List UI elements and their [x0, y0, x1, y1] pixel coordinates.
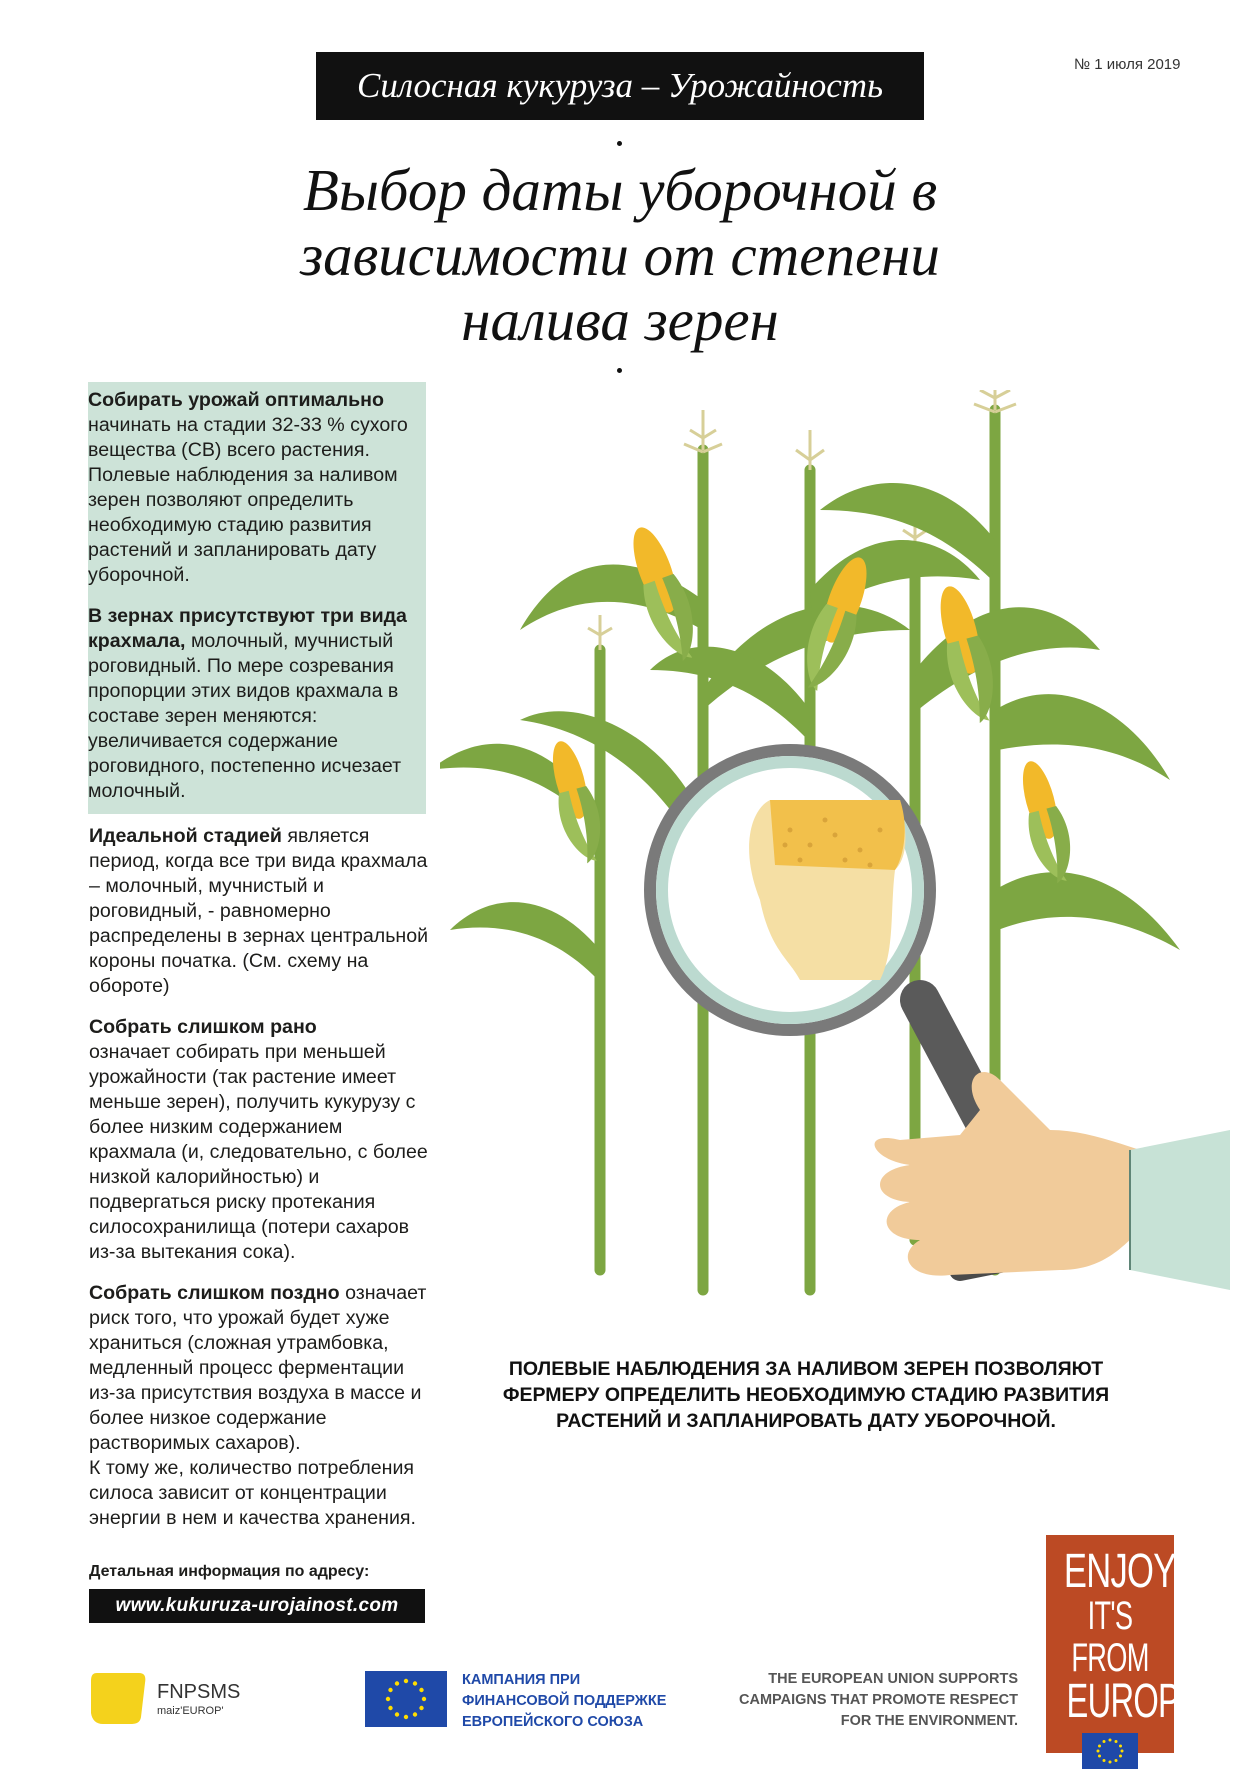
paragraph-text: начинать на стадии 32-33 % сухого вещества (СВ) всего растения. Полевые наблюдения за наливом зерен позволяют определить необходимую стадию развития растений и запланировать дату уборочной.: [88, 414, 408, 586]
paragraph-text: означает собирать при меньшей урожайности (так растение имеет меньше зерен), получить кукурузу с более низким содержанием крахмала (и, следовательно, с более низкой калорийностью) и подвергаться риску протекания силосохранилища (потери сахаров из-за вытекания сока).: [89, 1041, 428, 1263]
divider-dot: [617, 141, 622, 146]
title-line: Выбор даты уборочной в: [302, 157, 938, 223]
campaign-line: ЕВРОПЕЙСКОГО СОЮЗА: [462, 1714, 644, 1730]
caption-line: ФЕРМЕРУ ОПРЕДЕЛИТЬ НЕОБХОДИМУЮ СТАДИЮ РАЗВИТИЯ: [502, 1384, 1110, 1406]
support-line: THE EUROPEAN UNION SUPPORTS: [768, 1671, 1018, 1687]
eu-flag-icon: [1082, 1733, 1138, 1769]
title-line: зависимости от степени: [300, 222, 940, 288]
campaign-line: КАМПАНИЯ ПРИ: [462, 1672, 581, 1688]
paragraph-lead: Идеальной стадией: [89, 825, 282, 847]
enjoy-line: EUROPE: [1066, 1675, 1201, 1728]
website-link[interactable]: www.kukuruza-urojainost.com: [89, 1589, 425, 1623]
support-line: CAMPAIGNS THAT PROMOTE RESPECT: [739, 1692, 1018, 1708]
paragraph-starch: [88, 604, 420, 804]
paragraph-text: молочный, мучнистый роговидный. По мере созревания пропорции этих видов крахмала в составе зерен меняются: увеличивается содержание роговидного, постепенно исчезает молочный.: [88, 630, 402, 802]
paragraph-ideal: [89, 824, 434, 999]
section-banner: Силосная кукуруза – Урожайность: [316, 52, 924, 120]
paragraph-text: означает риск того, что урожай будет хуже храниться (сложная утрамбовка, медленный процесс ферментации из-за присутствия воздуха в массе и более низкое содержание растворимых сахаров).: [89, 1282, 427, 1454]
enjoy-europe-badge: [1046, 1535, 1201, 1753]
paragraph-optimal: [88, 388, 420, 588]
eu-flag-icon: [365, 1671, 447, 1727]
campaign-line: ФИНАНСОВОЙ ПОДДЕРЖКЕ: [462, 1693, 667, 1709]
paragraph-text: является период, когда все три вида крахмала – молочный, мучнистый и роговидный, - равномерно распределены в зернах центральной короны початка. (См. схему на обороте): [89, 825, 429, 997]
title-line: налива зерен: [461, 287, 779, 353]
enjoy-line: ENJOY: [1063, 1545, 1176, 1598]
hand-with-magnifier: [650, 750, 1230, 1290]
caption-line: ПОЛЕВЫЕ НАБЛЮДЕНИЯ ЗА НАЛИВОМ ЗЕРЕН ПОЗВОЛЯЮТ: [508, 1358, 1104, 1380]
issue-date: № 1 июля 2019: [1074, 56, 1181, 73]
eu-campaign-text: [462, 1670, 666, 1733]
paragraph-late: [89, 1281, 434, 1531]
paragraph-lead: Собрать слишком поздно: [89, 1282, 340, 1304]
paragraph-lead: Собирать урожай оптимально: [88, 389, 384, 411]
paragraph-lead: Собрать слишком рано: [89, 1016, 317, 1038]
details-label: Детальная информация по адресу:: [89, 1563, 370, 1580]
eu-support-text: [710, 1669, 1018, 1732]
paragraph-lead: В зернах присутствуют три вида крахмала,: [88, 605, 407, 652]
maiz-europ-name: maiz'EUROP': [157, 1705, 224, 1717]
illustration-caption: [496, 1356, 1116, 1434]
body-text: [89, 824, 434, 1531]
paragraph-early: [89, 1015, 434, 1265]
corn-illustration: [440, 390, 1230, 1320]
support-line: FOR THE ENVIRONMENT.: [840, 1713, 1018, 1729]
fnpsms-name: FNPSMS: [157, 1681, 241, 1703]
paragraph-text: К тому же, количество потребления силоса зависит от концентрации энергии в нем и качества хранения.: [89, 1457, 416, 1529]
page-title: [200, 158, 1040, 353]
caption-line: РАСТЕНИЙ И ЗАПЛАНИРОВАТЬ ДАТУ УБОРОЧНОЙ.: [556, 1410, 1056, 1432]
divider-dot: [617, 368, 622, 373]
highlight-text: [88, 388, 420, 820]
fnpsms-logo: [89, 1671, 147, 1725]
enjoy-line: IT'S FROM: [1071, 1594, 1149, 1680]
